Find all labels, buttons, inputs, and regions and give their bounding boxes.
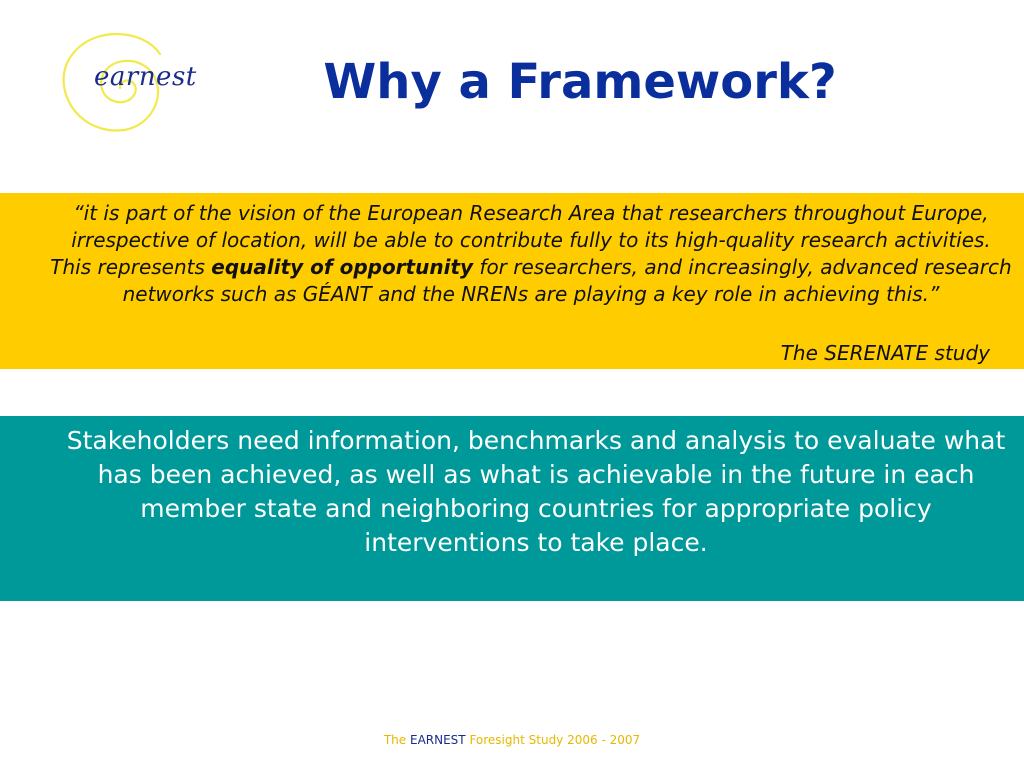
quote-part-1: “it is part of the vision of the European Research Area that researchers throughout Europe, irrespective of location, will be able to contribute fully to its high-quality research activities. This represents [50, 201, 991, 279]
quote-part-2: for researchers, and increasingly, advanced research networks such as GÉANT and the NRENs are playing a key role in achieving this.” [122, 255, 1012, 306]
quote-emphasis: equality of opportunity [211, 255, 474, 279]
quote-text [48, 200, 1014, 308]
footer-suffix: Foresight Study 2006 - 2007 [465, 733, 641, 747]
quote-band [0, 193, 1024, 369]
slide-title: Why a Framework? [323, 54, 837, 110]
footer-brand: EARNEST [409, 733, 466, 747]
slide-footer [0, 733, 1024, 747]
statement-band [0, 416, 1024, 601]
quote-attribution: The SERENATE study [780, 341, 990, 365]
earnest-logo [50, 28, 210, 153]
footer-prefix: The [383, 733, 410, 747]
logo-text: earnest [94, 62, 197, 92]
statement-text: Stakeholders need information, benchmarks and analysis to evaluate what has been achieved, as well as what is achievable in the future in each member state and neighboring countries for appropriate policy interventions to take place. [66, 426, 1006, 557]
